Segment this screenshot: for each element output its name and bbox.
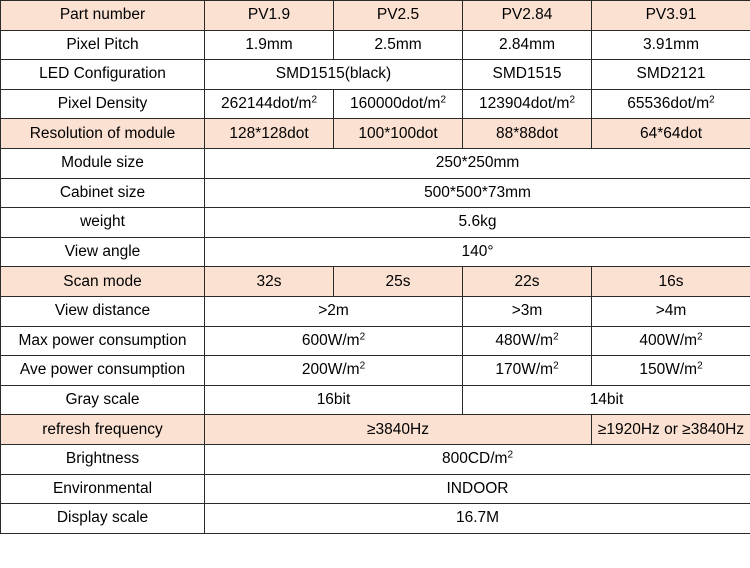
cell-superscript: 2: [440, 94, 447, 106]
table-cell: [205, 415, 592, 445]
table-row: [1, 296, 750, 326]
table-cell: [592, 296, 750, 326]
cell-value: 2.5mm: [374, 35, 422, 53]
cell-value: 100*100dot: [358, 124, 438, 142]
cell-value: SMD2121: [636, 65, 706, 83]
table-row: [1, 356, 750, 386]
cell-value: 480W/m: [495, 331, 554, 349]
cell-value: 262144dot/m: [220, 95, 312, 113]
cell-superscript: 2: [553, 331, 559, 343]
table-cell: [205, 267, 334, 297]
cell-value: 200W/m: [301, 361, 360, 379]
table-cell: [334, 30, 463, 60]
cell-superscript: 2: [507, 449, 514, 461]
cell-value: 128*128dot: [229, 124, 309, 142]
cell-value: >2m: [318, 302, 349, 320]
cell-value: 14bit: [589, 391, 624, 409]
cell-superscript: 2: [359, 331, 366, 343]
cell-value: 5.6kg: [458, 213, 497, 231]
cell-value: 150W/m: [639, 361, 698, 379]
table-row: [1, 60, 750, 90]
table-cell: [205, 1, 334, 31]
row-label: Display scale: [1, 504, 205, 534]
table-cell: [205, 89, 334, 119]
row-label: Cabinet size: [1, 178, 205, 208]
cell-value: SMD1515: [492, 65, 562, 83]
table-cell: [205, 30, 334, 60]
row-label: Environmental: [1, 474, 205, 504]
row-label: Gray scale: [1, 385, 205, 415]
cell-value: >3m: [511, 302, 543, 320]
table-cell: [592, 60, 750, 90]
table-cell: [463, 60, 592, 90]
table-cell: [592, 119, 750, 149]
row-label: Pixel Pitch: [1, 30, 205, 60]
cell-value: PV3.91: [645, 6, 697, 24]
cell-superscript: 2: [569, 94, 576, 106]
cell-value: 800CD/m: [441, 450, 508, 468]
cell-value: 16s: [658, 272, 684, 290]
cell-superscript: 2: [709, 94, 715, 106]
table-row: [1, 267, 750, 297]
cell-superscript: 2: [697, 360, 703, 372]
table-cell: [205, 356, 463, 386]
table-cell: [205, 237, 750, 267]
cell-value: 32s: [256, 272, 282, 290]
cell-value: 64*64dot: [639, 124, 703, 142]
cell-value: 170W/m: [495, 361, 554, 379]
cell-value: 140°: [461, 243, 494, 261]
table-row: [1, 89, 750, 119]
table-row: [1, 30, 750, 60]
row-label: View distance: [1, 296, 205, 326]
cell-value: 88*88dot: [495, 124, 559, 142]
row-label: Brightness: [1, 444, 205, 474]
cell-value: 2.84mm: [499, 35, 555, 53]
table-row: [1, 119, 750, 149]
cell-value: 123904dot/m: [478, 95, 570, 113]
table-cell: [334, 119, 463, 149]
table-cell: [592, 326, 750, 356]
table-cell: [592, 415, 750, 445]
table-cell: [205, 444, 750, 474]
table-cell: [205, 326, 463, 356]
cell-value: 25s: [385, 272, 411, 290]
cell-value: 600W/m: [301, 331, 360, 349]
table-cell: [205, 208, 750, 238]
row-label: Pixel Density: [1, 89, 205, 119]
cell-superscript: 2: [311, 94, 318, 106]
row-label: refresh frequency: [1, 415, 205, 445]
cell-value: ≥3840Hz: [367, 420, 429, 438]
table-row: [1, 1, 750, 31]
table-cell: [463, 356, 592, 386]
table-cell: [592, 89, 750, 119]
row-label: LED Configuration: [1, 60, 205, 90]
row-label: View angle: [1, 237, 205, 267]
table-cell: [205, 60, 463, 90]
cell-superscript: 2: [553, 360, 559, 372]
cell-value: 22s: [514, 272, 540, 290]
table-row: [1, 474, 750, 504]
table-cell: [205, 296, 463, 326]
table-cell: [334, 89, 463, 119]
row-label: Part number: [1, 1, 205, 31]
cell-value: PV2.84: [501, 6, 553, 24]
table-cell: [463, 1, 592, 31]
table-cell: [463, 326, 592, 356]
spec-table-body: [1, 1, 750, 534]
row-label: Max power consumption: [1, 326, 205, 356]
cell-value: PV1.9: [247, 6, 291, 24]
table-cell: [592, 30, 750, 60]
table-row: [1, 504, 750, 534]
table-row: [1, 385, 750, 415]
cell-value: ≥1920Hz or ≥3840Hz: [597, 420, 745, 438]
table-row: [1, 237, 750, 267]
cell-value: 16bit: [316, 391, 351, 409]
cell-value: 500*500*73mm: [424, 183, 531, 201]
table-row: [1, 208, 750, 238]
cell-value: INDOOR: [446, 479, 509, 497]
cell-value: >4m: [655, 302, 687, 320]
cell-superscript: 2: [697, 331, 703, 343]
row-label: Scan mode: [1, 267, 205, 297]
row-label: Ave power consumption: [1, 356, 205, 386]
table-cell: [463, 30, 592, 60]
table-cell: [592, 1, 750, 31]
table-cell: [592, 356, 750, 386]
table-cell: [463, 267, 592, 297]
row-label: Resolution of module: [1, 119, 205, 149]
table-cell: [592, 267, 750, 297]
table-cell: [463, 385, 750, 415]
cell-value: 3.91mm: [643, 35, 699, 53]
cell-superscript: 2: [359, 360, 366, 372]
table-cell: [334, 267, 463, 297]
cell-value: 250*250mm: [435, 154, 520, 172]
table-row: [1, 148, 750, 178]
table-row: [1, 326, 750, 356]
cell-value: 16.7M: [455, 509, 500, 527]
table-row: [1, 178, 750, 208]
cell-value: 400W/m: [639, 331, 698, 349]
table-cell: [463, 89, 592, 119]
table-cell: [205, 178, 750, 208]
cell-value: 160000dot/m: [349, 95, 441, 113]
cell-value: 1.9mm: [245, 35, 293, 53]
table-cell: [205, 148, 750, 178]
row-label: weight: [1, 208, 205, 238]
row-label: Module size: [1, 148, 205, 178]
table-cell: [205, 385, 463, 415]
table-cell: [463, 296, 592, 326]
table-cell: [334, 1, 463, 31]
table-cell: [205, 504, 750, 534]
table-row: [1, 415, 750, 445]
cell-value: SMD1515(black): [275, 65, 392, 83]
table-cell: [463, 119, 592, 149]
table-cell: [205, 119, 334, 149]
cell-value: 65536dot/m: [627, 95, 710, 113]
table-row: [1, 444, 750, 474]
cell-value: PV2.5: [376, 6, 420, 24]
table-cell: [205, 474, 750, 504]
